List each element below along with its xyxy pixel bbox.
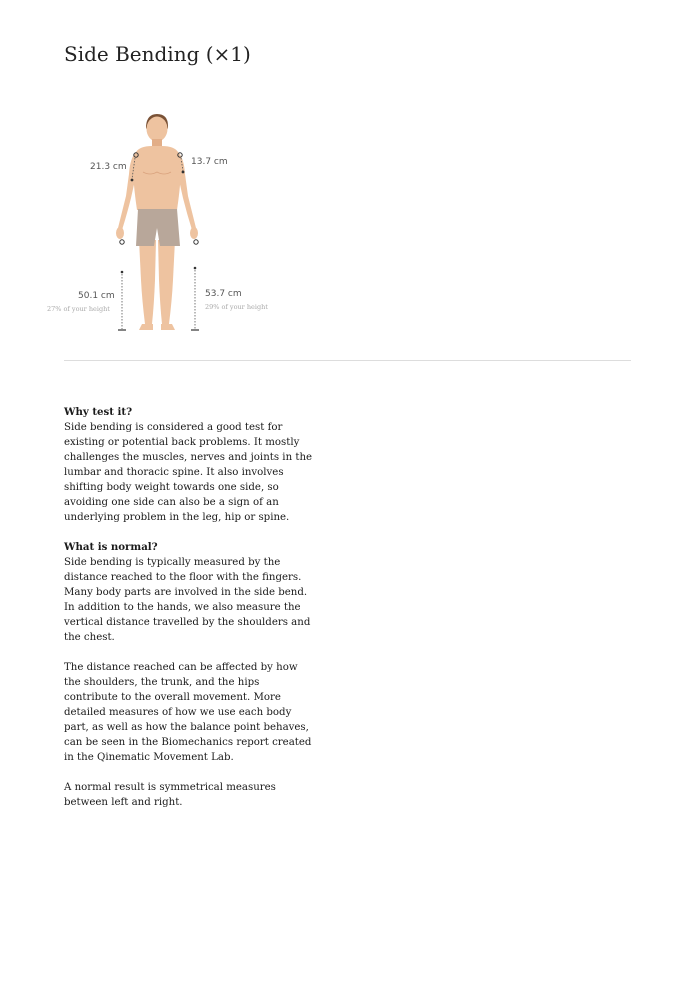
head-shape [147, 117, 168, 142]
right-hand-measure: 53.7 cm [205, 289, 242, 299]
body-illustration [0, 100, 691, 340]
section-divider [64, 360, 631, 361]
left-shoulder-measure: 21.3 cm [90, 162, 127, 172]
right-shoulder-measure: 13.7 cm [191, 157, 228, 167]
left-leg-shape [139, 240, 156, 324]
left-hand-shape [116, 227, 124, 239]
right-hand-marker [194, 240, 198, 244]
page-title: Side Bending (×1) [64, 42, 251, 66]
why-body: Side bending is considered a good test for existing or potential back problems. It mostly challenges the muscles, nerves and joints in the lumbar and thoracic spine. It also involves shifting body weight towards one side, so avoiding one side can also be a sign of an underlying problem in the leg, hip or spine. [64, 422, 313, 523]
normal-heading: What is normal? [64, 541, 158, 553]
shorts-shape [136, 209, 180, 246]
left-hand-marker [120, 240, 124, 244]
right-hand-height-pct: 29% of your height [205, 303, 268, 311]
right-foot-shape [161, 324, 175, 330]
left-foot-shape [139, 324, 153, 330]
right-hand-shape [190, 227, 198, 239]
distance-body: The distance reached can be affected by how the shoulders, the trunk, and the hips contribute to the overall movement. More detailed measures of how we use each body part, as well as how the balance point behaves, can be seen in the Biomechanics report created in the Qinematic Movement Lab. [64, 662, 312, 763]
torso-shape [133, 146, 181, 210]
normal-section [64, 540, 316, 645]
left-hand-measure: 50.1 cm [78, 291, 115, 301]
body-figure [0, 100, 691, 340]
why-heading: Why test it? [64, 406, 133, 418]
result-body: A normal result is symmetrical measures between left and right. [64, 782, 276, 808]
description-content [64, 405, 316, 825]
left-hand-height-pct: 27% of your height [47, 305, 110, 313]
normal-body: Side bending is typically measured by the distance reached to the floor with the fingers. Many body parts are involved in the side bend. In addition to the hands, we also measure the vertical distance travelled by the shoulders and the chest. [64, 557, 311, 643]
why-section [64, 405, 316, 525]
right-leg-shape [158, 240, 175, 324]
